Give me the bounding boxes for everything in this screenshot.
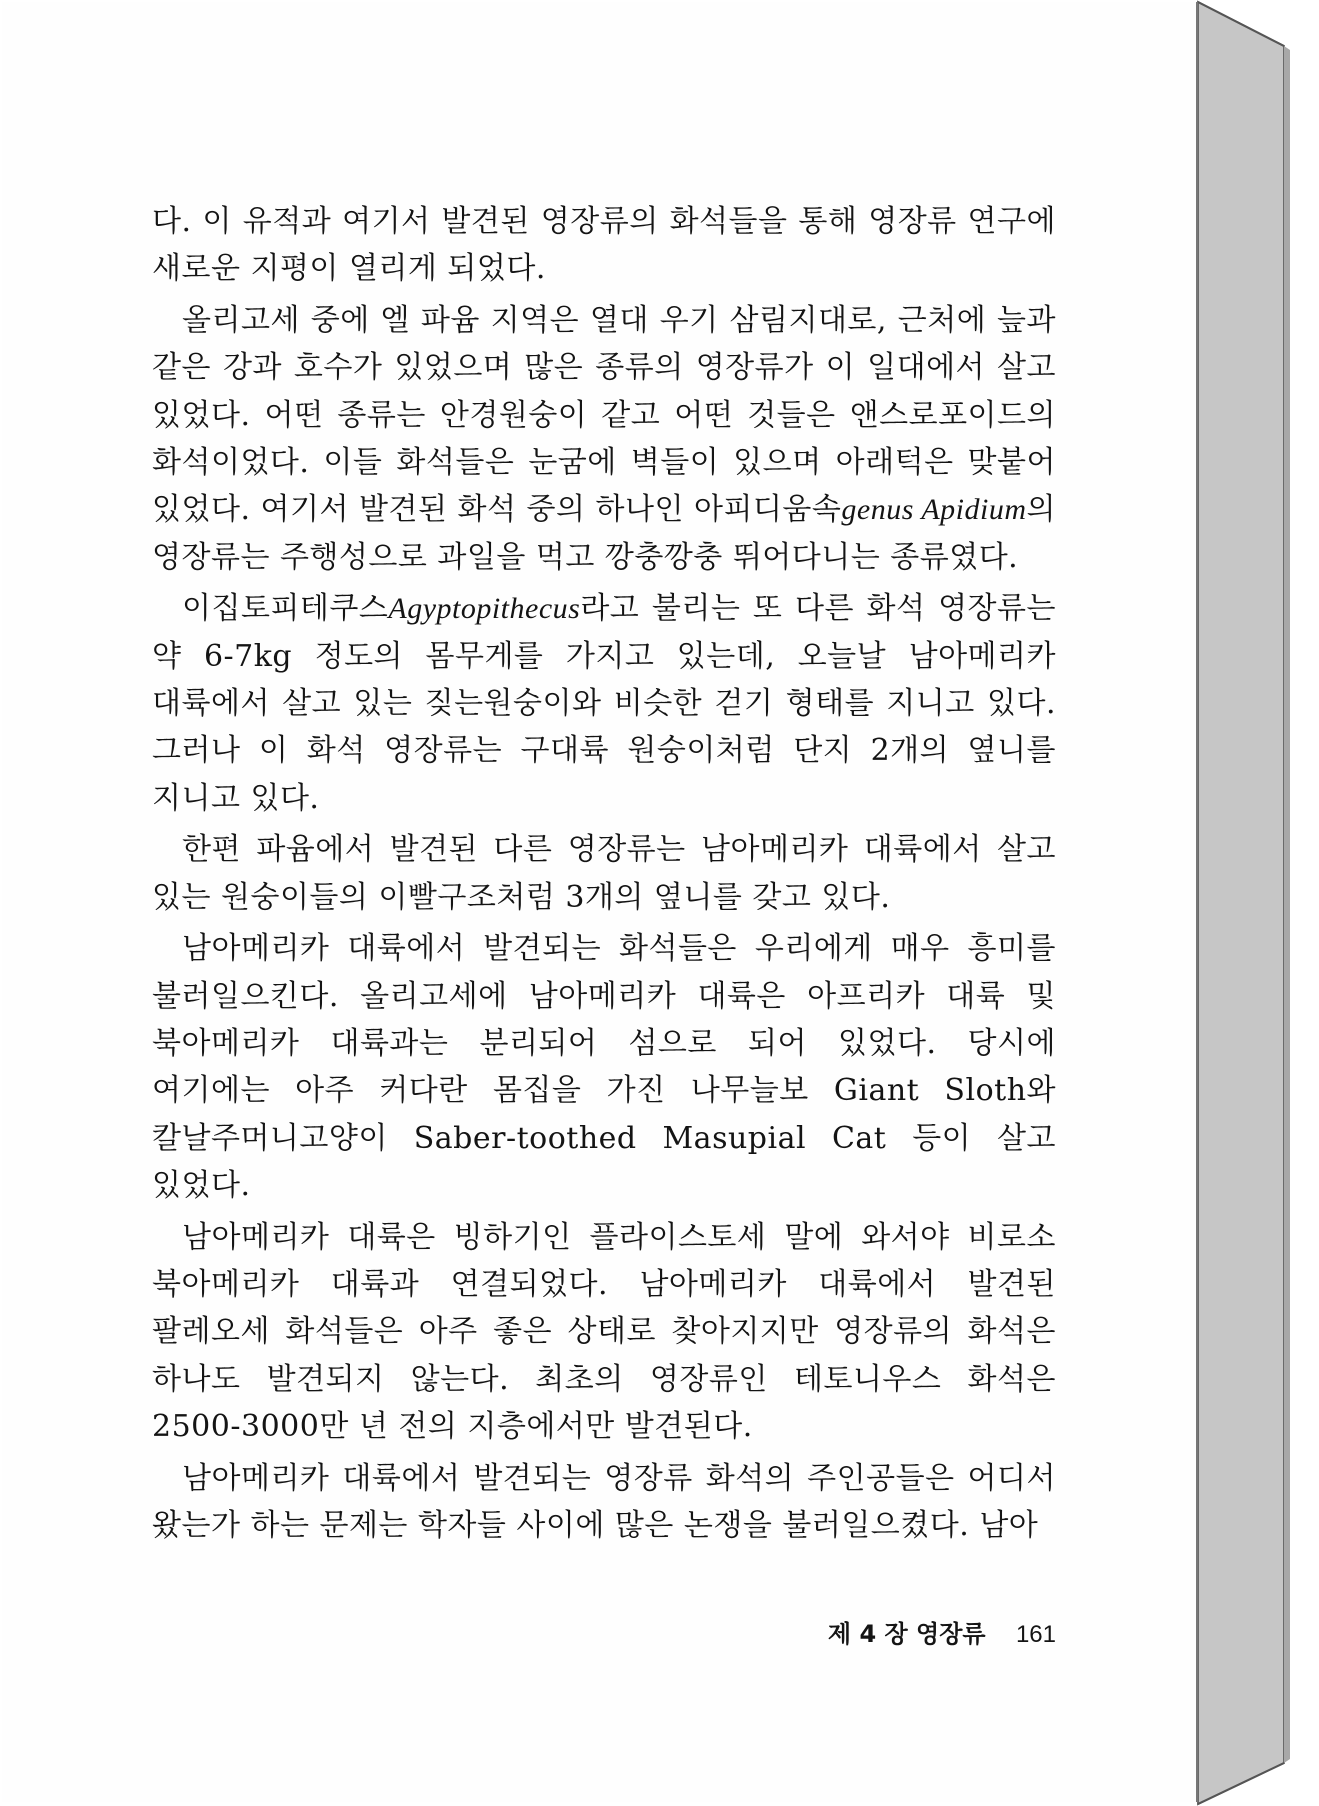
latin-term: genus Apidium <box>841 493 1027 527</box>
paragraph-text: 남아메리카 대륙에서 발견되는 화석들은 우리에게 매우 흥미를 불러일으킨다. 올리고세에 남아메리카 대륙은 아프리카 대륙 및 북아메리카 대륙과는 분리되어 섬으로 되어 있었다. 당시에 여기에는 아주 커다란 몸집을 가진 나무늘보 Giant Sloth와 칼날주머니고양이 Saber-toothed Masupial Cat 등이 살고 있었다. <box>152 931 1056 1204</box>
paragraph-p2 <box>152 297 1056 581</box>
page-number: 161 <box>1015 1621 1056 1648</box>
paragraph-p7 <box>152 1455 1056 1550</box>
paragraph-p6 <box>152 1214 1056 1451</box>
paragraph-text: 의 영장류는 주행성으로 과일을 먹고 깡충깡충 뛰어다니는 종류였다. <box>152 492 1056 575</box>
book-page <box>2 2 1198 1802</box>
chapter-title: 제 4 장 영장류 <box>827 1620 986 1648</box>
paragraph-text: 남아메리카 대륙은 빙하기인 플라이스토세 말에 와서야 비로소 북아메리카 대륙과 연결되었다. 남아메리카 대륙에서 발견된 팔레오세 화석들은 아주 좋은 상태로 찾아지지만 영장류의 화석은 하나도 발견되지 않는다. 최초의 영장류인 테토니우스 화석은 2500-3000만 년 전의 지층에서만 발견된다. <box>152 1219 1056 1445</box>
paragraph-text: 다. 이 유적과 여기서 발견된 영장류의 화석들을 통해 영장류 연구에 새로운 지평이 열리게 되었다. <box>152 204 1056 287</box>
paragraph-text: 라고 불리는 또 다른 화석 영장류는 약 6-7kg 정도의 몸무게를 가지고 있는데, 오늘날 남아메리카 대륙에서 살고 있는 짖는원숭이와 비슷한 걷기 형태를 지니고 있다. 그러나 이 화석 영장류는 구대륙 원숭이처럼 단지 2개의 옆니를 지니고 있다. <box>152 591 1056 816</box>
paragraph-p3 <box>152 585 1056 822</box>
paragraph-text: 이집토피테쿠스 <box>182 591 389 627</box>
paragraph-text: 남아메리카 대륙에서 발견되는 영장류 화석의 주인공들은 어디서 왔는가 하는 문제는 학자들 사이에 많은 논쟁을 불러일으켰다. 남아 <box>152 1460 1056 1543</box>
paragraph-p5 <box>152 925 1056 1209</box>
page-footer <box>702 1614 1056 1649</box>
latin-term: Agyptopithecus <box>388 592 581 626</box>
body-text <box>152 198 1056 1549</box>
paragraph-text: 올리고세 중에 엘 파윰 지역은 열대 우기 삼림지대로, 근처에 늪과 같은 강과 호수가 있었으며 많은 종류의 영장류가 이 일대에서 살고 있었다. 어떤 종류는 안경원숭이 같고 어떤 것들은 앤스로포이드의 화석이었다. 이들 화석들은 눈굼에 벽들이 있으며 아래턱은 맞붙어 있었다. 여기서 발견된 화석 중의 하나인 아피디움속 <box>152 302 1056 528</box>
paragraph-p1 <box>152 198 1056 293</box>
paragraph-p4 <box>152 826 1056 921</box>
paragraph-text: 한편 파윰에서 발견된 다른 영장류는 남아메리카 대륙에서 살고 있는 원숭이들의 이빨구조처럼 3개의 옆니를 갖고 있다. <box>152 832 1056 915</box>
